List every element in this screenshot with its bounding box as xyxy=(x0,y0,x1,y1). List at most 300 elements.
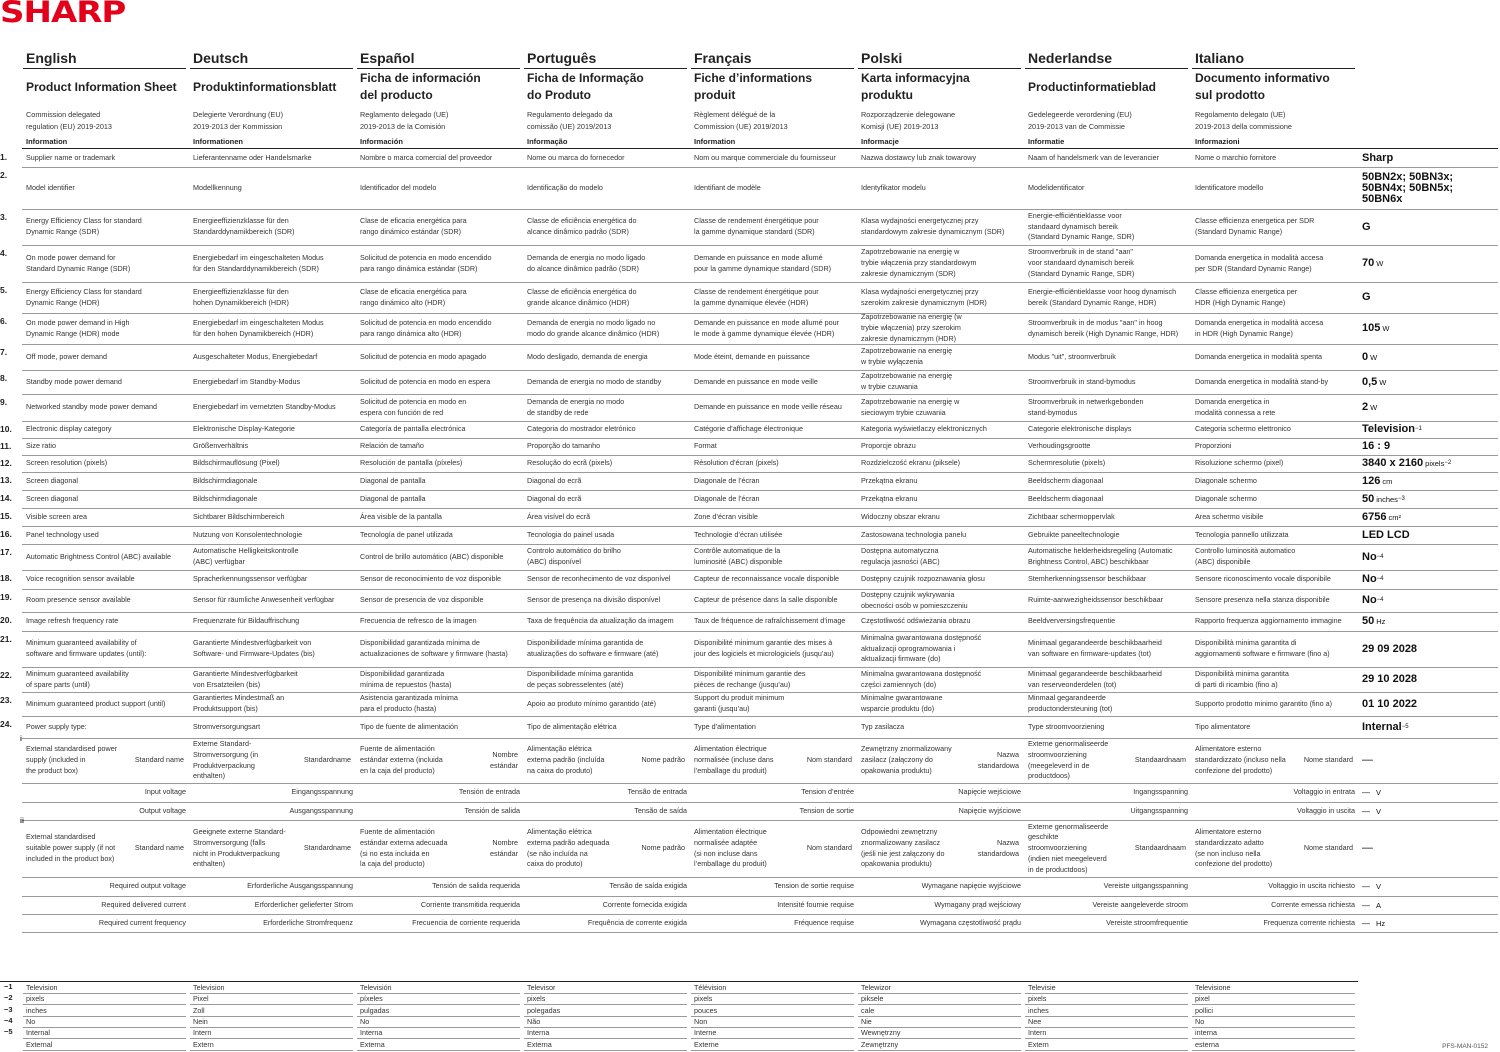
footnote-text: pixels xyxy=(1028,994,1047,1004)
row-label: Nome o marchio fornitore xyxy=(1195,152,1277,162)
row-label: Demande en puissance en mode veille xyxy=(694,376,818,386)
row-label: Identificador del modelo xyxy=(360,182,437,192)
row-divider xyxy=(1025,1050,1188,1051)
sharp-logo: SHARP xyxy=(0,0,126,30)
row-label: Garantiertes Mindestmaß an Produktsupport (bis) xyxy=(193,693,285,713)
standard-name-label: Standard name xyxy=(134,843,184,853)
row-number: 3. xyxy=(0,212,8,222)
information-heading: Information xyxy=(26,137,68,146)
psu-requirement-label: Vereiste uitgangsspanning xyxy=(1103,881,1188,891)
row-label: Demande en puissance en mode veille réseau xyxy=(694,402,842,412)
row-number: 5. xyxy=(0,285,8,295)
row-value: 29 10 2028 xyxy=(1362,673,1418,685)
language-heading: Italiano xyxy=(1195,50,1245,66)
row-label: Screen resolution (pixels) xyxy=(26,458,108,468)
psu-description: Odpowiedni zewnętrzny znormalizowany zasilacz (jeśli nie jest załączony do opakowania produktu) xyxy=(861,826,945,869)
row-label: Częstotliwość odświeżania obrazu xyxy=(861,616,971,626)
row-label: Sensor für räumliche Anwesenheit verfügbar xyxy=(193,595,335,605)
row-label: Tecnologia do painel usada xyxy=(527,529,615,539)
psu-description: Externe genormaliseerde stroomvoorziening (meegeleverd in de productdoos) xyxy=(1028,738,1109,781)
row-label: Área visible de la pantalla xyxy=(360,511,442,521)
row-label: Clase de eficacia energética para rango dinámico estándar (SDR) xyxy=(360,216,467,236)
row-divider xyxy=(691,1016,854,1017)
value-unit: A xyxy=(1376,900,1382,910)
row-number: 18. xyxy=(0,573,12,583)
psu-requirement-label: Napięcie wyjściowe xyxy=(958,805,1021,815)
sheet-title: Fiche d’informations produit xyxy=(694,71,813,102)
standard-name-label: Nazwa standardowa xyxy=(977,749,1019,770)
row-value: 3840 x 2160 pixels −2 xyxy=(1362,457,1452,469)
row-label: Nome ou marca do fornecedor xyxy=(527,152,625,162)
footnote-text: Interne xyxy=(694,1028,717,1038)
row-divider xyxy=(357,1016,520,1017)
row-number: 19. xyxy=(0,592,12,602)
regulation-reference: Commission delegated regulation (EU) 2019-2013 xyxy=(26,110,112,131)
row-number: 4. xyxy=(0,248,8,258)
psu-requirement-label: Corrente emessa richiesta xyxy=(1271,899,1355,909)
row-divider xyxy=(190,1016,353,1017)
row-label: Bildschirmdiagonale xyxy=(193,475,258,485)
row-label: Demanda de energia no modo de standby de rede xyxy=(527,396,625,417)
psu-description: Alimentation électrique normalisée (incluse dans l’emballage du produit) xyxy=(694,744,774,775)
row-label: Classe de rendement énergétique pour la gamme dynamique standard (SDR) xyxy=(694,216,819,236)
row-label: Demanda de energia no modo ligado no modo do grande alcance dinâmico (HDR) xyxy=(527,317,660,338)
value-unit: V xyxy=(1376,788,1382,797)
psu-requirement-label: Frequenza corrente richiesta xyxy=(1263,917,1355,927)
value-unit: W xyxy=(1379,377,1387,387)
row-value: No −4 xyxy=(1362,594,1384,606)
standard-name-label: Standardname xyxy=(303,843,351,853)
row-label: Energiebedarf im eingeschalteten Modus für den hohen Dynamikbereich (HDR) xyxy=(193,317,324,338)
row-label: Dostępny czujnik wykrywania obecności osób w pomieszczeniu xyxy=(861,589,968,610)
psu-requirement-label: Wymagana częstotliwość prądu xyxy=(919,917,1021,927)
psu-requirement-label: Tensión de salida requerida xyxy=(432,881,520,891)
footnote-text: Televisie xyxy=(1028,983,1056,992)
row-label: Garantierte Mindestverfügbarkeit von Software- und Firmware-Updates (bis) xyxy=(193,638,315,658)
psu-requirement-value: — V xyxy=(1362,788,1382,797)
row-divider xyxy=(1192,993,1355,994)
footnote-text: Television xyxy=(193,983,225,992)
psu-requirement-label: Intensité fournie requise xyxy=(777,899,854,909)
footnote-text: pixel xyxy=(1195,994,1210,1004)
footnote-text: inches xyxy=(1028,1005,1049,1015)
row-label: Gebruikte paneeltechnologie xyxy=(1028,529,1120,539)
row-divider xyxy=(22,932,1498,933)
value-unit: V xyxy=(1376,882,1382,891)
row-label: Model identifier xyxy=(26,182,75,192)
row-value: 29 09 2028 xyxy=(1362,642,1418,655)
footnote-text: Telewizor xyxy=(861,983,891,992)
row-value: 01 10 2022 xyxy=(1362,697,1418,710)
standard-name-label: Nome standard xyxy=(1303,843,1353,853)
footnote-text: Wewnętrzny xyxy=(861,1028,901,1038)
row-label: Typ zasilacza xyxy=(861,721,905,731)
psu-requirement-label: Tension d’entrée xyxy=(801,787,854,797)
information-heading: Informazioni xyxy=(1195,137,1240,146)
psu-requirement-label: Ingangsspanning xyxy=(1133,787,1188,797)
footnote-text: Nie xyxy=(861,1016,872,1026)
row-label: Kategoria wyświetlaczy elektronicznych xyxy=(861,424,987,434)
regulation-reference: Gedelegeerde verordening (EU) 2019-2013 van de Commissie xyxy=(1028,110,1132,131)
footnote-text: cale xyxy=(861,1005,875,1015)
document-id: PFS-MAN-0152 xyxy=(1442,1043,1488,1050)
regulation-reference: Regolamento delegato (UE) 2019-2013 della commissione xyxy=(1195,110,1292,131)
footnote-ref: −4 xyxy=(1376,553,1384,560)
psu-requirement-label: Voltaggio in entrata xyxy=(1293,787,1355,797)
row-label: Tecnologia pannello utilizzata xyxy=(1195,529,1289,539)
row-label: Nombre o marca comercial del proveedor xyxy=(360,152,493,162)
standard-name-label: Standard name xyxy=(134,755,184,765)
information-heading: Informação xyxy=(527,137,568,146)
row-label: Relación de tamaño xyxy=(360,441,424,451)
psu-description: Alimentatore esterno standardizzato (incluso nella confezione del prodotto) xyxy=(1195,744,1286,775)
row-value: 105 W xyxy=(1362,322,1390,334)
row-divider xyxy=(1192,68,1355,69)
value-unit: Hz xyxy=(1376,617,1386,626)
row-number: 20. xyxy=(0,615,12,625)
row-label: Capteur de reconnaissance vocale disponible xyxy=(694,574,840,584)
row-label: Technologie d’écran utilisée xyxy=(694,529,783,539)
row-label: Rozdzielczość ekranu (piksele) xyxy=(861,458,961,468)
row-label: Modelidentificator xyxy=(1028,182,1085,192)
footnote-text: Internal xyxy=(26,1028,50,1038)
row-label: Taxa de frequência da atualização da imagem xyxy=(527,616,674,626)
psu-requirement-label: Output voltage xyxy=(139,805,186,815)
row-label: Controlo automático do brilho (ABC) disponível xyxy=(527,546,621,566)
psu-requirement-label: Corriente transmitida requerida xyxy=(420,899,520,909)
row-label: Elektronische Display-Kategorie xyxy=(193,424,295,434)
row-number: 6. xyxy=(0,316,8,326)
row-label: Diagonale de l’écran xyxy=(694,493,760,503)
row-label: Screen diagonal xyxy=(26,475,78,485)
footnote-text: Non xyxy=(694,1016,708,1026)
row-label: Catégorie d’affichage électronique xyxy=(694,424,803,434)
row-label: Visible screen area xyxy=(26,511,87,521)
psu-requirement-label: Eingangsspannung xyxy=(291,787,353,797)
psu-marker: ii xyxy=(20,818,24,825)
row-number: 24. xyxy=(0,719,12,729)
row-label: Größenverhältnis xyxy=(193,441,249,451)
row-label: Categoría de pantalla electrónica xyxy=(360,424,466,434)
row-label: Clase de eficacia energética para rango dinámico alto (HDR) xyxy=(360,286,467,307)
psu-requirement-label: Tensión de entrada xyxy=(458,787,520,797)
row-label: Tipo alimentatore xyxy=(1195,721,1251,731)
psu-requirement-label: Napięcie wejściowe xyxy=(958,787,1021,797)
row-label: Klasa wydajności energetycznej przy szerokim zakresie dynamicznym (HDR) xyxy=(861,286,987,307)
row-label: Solicitud de potencia en modo en espera con función de red xyxy=(360,396,467,417)
row-label: Domanda energetica in modalità accesa in HDR (High Dynamic Range) xyxy=(1195,317,1324,338)
row-label: Zone d’écran visible xyxy=(694,511,758,521)
row-number: 14. xyxy=(0,493,12,503)
row-divider xyxy=(1025,993,1188,994)
row-label: Image refresh frequency rate xyxy=(26,616,119,626)
row-value: 2 W xyxy=(1362,401,1378,413)
psu-requirement-label: Frequência de corrente exigida xyxy=(587,917,687,927)
information-heading: Información xyxy=(360,137,403,146)
row-label: Widoczny obszar ekranu xyxy=(861,511,940,521)
footnote-text: Interna xyxy=(360,1028,383,1038)
row-label: Domanda energetica in modalità spenta xyxy=(1195,351,1323,361)
row-value: Sharp xyxy=(1362,151,1394,164)
regulation-reference: Regulamento delegado da comissão (UE) 2019/2013 xyxy=(527,110,613,131)
row-label: Proporção do tamanho xyxy=(527,441,601,451)
row-label: Minimum guaranteed availability of spare parts (until) xyxy=(26,668,129,689)
row-label: Classe de eficiência energética do alcance dinâmico padrão (SDR) xyxy=(527,216,637,236)
row-label: Disponibilidade mínima garantida de peças sobresselentes (até) xyxy=(527,668,634,689)
row-label: Identyfikator modelu xyxy=(861,182,926,192)
row-label: Categorie elektronische displays xyxy=(1028,424,1132,434)
row-value: 16 : 9 xyxy=(1362,440,1391,452)
row-divider xyxy=(691,993,854,994)
row-divider xyxy=(190,1027,353,1028)
row-label: Przekątna ekranu xyxy=(861,475,918,485)
psu-standard-value: — xyxy=(1362,754,1373,766)
row-label: Solicitud de potencia en modo en espera xyxy=(360,376,491,386)
sheet-title: Produktinformationsblatt xyxy=(193,80,337,94)
footnote-number: −2 xyxy=(4,993,13,1003)
row-label: Categoria do mostrador eletrónico xyxy=(527,424,636,434)
row-divider xyxy=(190,1038,353,1039)
row-divider xyxy=(691,68,854,69)
footnote-text: pixels xyxy=(694,994,713,1004)
row-label: Resolução do ecrã (pixels) xyxy=(527,458,613,468)
value-unit: Hz xyxy=(1376,918,1386,928)
sheet-title: Productinformatieblad xyxy=(1028,80,1157,94)
footnote-number: −4 xyxy=(4,1015,13,1025)
information-heading: Informationen xyxy=(193,137,243,146)
information-heading: Information xyxy=(694,137,736,146)
row-label: Disponibilità minima garantita di aggiornamenti software e firmware (fino a) xyxy=(1195,638,1330,658)
footnote-text: Televisione xyxy=(1195,983,1231,992)
footnote-text: piksele xyxy=(861,994,884,1004)
footnote-text: píxeles xyxy=(360,994,383,1004)
row-label: Panel technology used xyxy=(26,529,99,539)
psu-requirement-label: Required delivered current xyxy=(101,899,186,909)
language-heading: Polski xyxy=(861,50,903,66)
row-divider xyxy=(1025,1038,1188,1039)
row-label: Minimaal gegarandeerde beschikbaarheid van software en firmware-updates (tot) xyxy=(1028,638,1162,658)
row-label: Domanda energetica in modalità connessa a rete xyxy=(1195,396,1276,417)
row-label: Area schermo visibile xyxy=(1195,511,1264,521)
value-unit: W xyxy=(1376,259,1384,268)
row-label: Tipo de alimentação elétrica xyxy=(527,721,617,731)
row-label: On mode power demand in High Dynamic Range (HDR) mode xyxy=(26,317,130,338)
row-label: Electronic display category xyxy=(26,424,112,434)
row-number: 1. xyxy=(0,152,8,162)
footnote-ref: −3 xyxy=(1397,495,1405,502)
language-heading: Español xyxy=(360,50,415,66)
footnote-text: Intern xyxy=(193,1028,212,1038)
row-label: Naam of handelsmerk van de leverancier xyxy=(1028,152,1160,162)
footnote-text: Nein xyxy=(193,1016,208,1026)
row-label: Dostępny czujnik rozpoznawania głosu xyxy=(861,574,985,584)
psu-requirement-label: Vereiste stroomfrequentie xyxy=(1106,917,1188,927)
row-label: Minmaal gegarandeerde productondersteuning (tot) xyxy=(1028,693,1113,713)
footnote-text: pixels xyxy=(527,994,546,1004)
row-label: Dostępna automatyczna regulacja jasności (ABC) xyxy=(861,546,940,566)
footnote-text: Não xyxy=(527,1016,541,1026)
row-divider xyxy=(23,1016,186,1017)
footnote-ref: −1 xyxy=(1414,426,1422,432)
row-value: 50 inches −3 xyxy=(1362,492,1405,505)
row-value: 50BN2x; 50BN3x; 50BN4x; 50BN5x; 50BN6x xyxy=(1362,170,1454,205)
row-label: Taux de fréquence de rafraîchissement d’image xyxy=(694,616,846,626)
footnote-text: Nee xyxy=(1028,1016,1042,1026)
footnote-text: Televisor xyxy=(527,983,556,992)
psu-description: External standardised power supply (included in the product box) xyxy=(26,744,118,775)
row-label: Sensore riconoscimento vocale disponibile xyxy=(1195,574,1331,584)
row-divider xyxy=(524,1050,687,1051)
psu-requirement-label: Tensão de entrada xyxy=(627,787,687,797)
row-label: Diagonal de pantalla xyxy=(360,493,426,503)
row-label: Disponibilidad garantizada mínima de repuestos (hasta) xyxy=(360,668,452,689)
psu-description: Alimentatore esterno standardizzato adatto (se non incluso nella confezione del prodotto) xyxy=(1195,826,1273,869)
sheet-title: Documento informativo sul prodotto xyxy=(1195,71,1330,102)
row-divider xyxy=(23,1004,186,1005)
row-label: Screen diagonal xyxy=(26,493,78,503)
row-label: Proporzioni xyxy=(1195,441,1232,451)
row-label: Minimalna gwarantowana dostępność części zamiennych (do) xyxy=(861,668,982,689)
psu-requirement-label: Wymagane napięcie wyjściowe xyxy=(921,881,1021,891)
row-label: Modo desligado, demanda de energia xyxy=(527,351,648,361)
psu-requirement-label: Corrente fornecida exigida xyxy=(602,899,687,909)
psu-description: Geeignete externe Standard- Stromversorgung (falls nicht in Produktverpackung enthalten) xyxy=(193,826,286,869)
psu-requirement-value: — A xyxy=(1362,900,1382,910)
row-label: Solicitud de potencia en modo apagado xyxy=(360,351,487,361)
row-number: 22. xyxy=(0,670,12,680)
language-heading: Français xyxy=(694,50,752,66)
psu-description: Alimentação elétrica externa padrão (incluída na caixa do produto) xyxy=(527,744,605,775)
psu-requirement-value: — Hz xyxy=(1362,918,1386,928)
row-label: Frequenzrate für Bildauffrischung xyxy=(193,616,300,626)
footnote-number: −3 xyxy=(4,1004,13,1014)
row-value: LED LCD xyxy=(1362,528,1410,541)
row-divider xyxy=(23,1050,186,1051)
row-label: Stroomverbruik in stand-bymodus xyxy=(1028,376,1136,386)
row-label: Demande en puissance en mode allumé pour la gamme dynamique standard (SDR) xyxy=(694,252,832,273)
row-divider xyxy=(357,68,520,69)
row-label: Classe de eficiência energética do grande alcance dinâmico (HDR) xyxy=(527,286,637,307)
row-divider xyxy=(858,1016,1021,1017)
row-label: Résolution d’écran (pixels) xyxy=(694,458,779,468)
row-label: Disponibilidade mínima garantida de atualizações do software e firmware (até) xyxy=(527,638,659,658)
row-label: Voice recognition sensor available xyxy=(26,574,135,584)
sheet-title: Ficha de Informação do Produto xyxy=(527,71,644,102)
row-label: Zichtbaar schermoppervlak xyxy=(1028,511,1115,521)
row-label: Diagonal do ecrã xyxy=(527,493,582,503)
row-label: Energiebedarf im vernetzten Standby-Modus xyxy=(193,402,336,412)
row-label: Tecnología de panel utilizada xyxy=(360,529,453,539)
row-number: 11. xyxy=(0,441,12,451)
row-label: Disponibilité minimum garantie des pièces de rechange (jusqu’au) xyxy=(694,668,806,689)
row-label: Sensor de reconhecimento de voz disponível xyxy=(527,574,671,584)
standard-name-label: Nombre estándar xyxy=(490,749,518,770)
language-heading: Nederlandse xyxy=(1028,50,1113,66)
footnote-text: Externa xyxy=(360,1039,385,1049)
row-value: Internal −5 xyxy=(1362,720,1409,733)
footnote-number: −1 xyxy=(4,982,13,991)
row-label: Energieeffizienzklasse für den hohen Dynamikbereich (HDR) xyxy=(193,286,289,307)
row-divider xyxy=(357,1050,520,1051)
psu-description: Fuente de alimentación estándar externa adecuada (si no esta incluida en la caja del producto) xyxy=(360,826,448,869)
row-label: Risoluzione schermo (pixel) xyxy=(1195,458,1284,468)
row-label: Energiebedarf im Standby-Modus xyxy=(193,376,301,386)
row-label: Type d’alimentation xyxy=(694,721,756,731)
row-label: Garantierte Mindestverfügbarkeit von Ersatzteilen (bis) xyxy=(193,668,298,689)
row-label: Apoio ao produto mínimo garantido (até) xyxy=(527,698,657,708)
language-heading: Deutsch xyxy=(193,50,249,66)
row-label: Supporto prodotto minimo garantito (fino a) xyxy=(1195,698,1333,708)
row-divider xyxy=(23,68,186,69)
row-label: Automatische helderheidsregeling (Automatic Brightness Control, ABC) beschikbaar xyxy=(1028,546,1173,566)
standard-name-label: Nom standard xyxy=(806,843,852,853)
row-label: Frecuencia de refresco de la imagen xyxy=(360,616,477,626)
row-divider xyxy=(1025,1027,1188,1028)
footnote-text: Externa xyxy=(527,1039,552,1049)
row-label: Minimum guaranteed availability of software and firmware updates (until): xyxy=(26,638,147,658)
regulation-reference: Rozporządzenie delegowane Komisji (UE) 2019-2013 xyxy=(861,110,956,131)
standard-name-label: Nome padrão xyxy=(641,755,685,765)
row-value: 0,5 W xyxy=(1362,375,1387,388)
row-number: 10. xyxy=(0,424,12,434)
footnote-text: Extern xyxy=(1028,1039,1049,1049)
row-divider xyxy=(524,1016,687,1017)
row-divider xyxy=(1192,1016,1355,1017)
row-label: Diagonale de l’écran xyxy=(694,475,760,485)
row-label: Área visível do ecrã xyxy=(527,511,591,521)
row-divider xyxy=(1025,1016,1188,1017)
footnote-text: No xyxy=(1195,1016,1205,1026)
row-label: Modellkennung xyxy=(193,182,242,192)
information-heading: Informatie xyxy=(1028,137,1065,146)
row-value: No −4 xyxy=(1362,550,1384,563)
row-label: Support du produit minimum garanti (jusqu’au) xyxy=(694,693,785,713)
footnote-text: pulgadas xyxy=(360,1005,390,1015)
row-label: Demande en puissance en mode allumé pour le mode à gamme dynamique élevée (HDR) xyxy=(694,317,840,338)
value-unit: cm² xyxy=(1388,512,1401,522)
footnote-ref: −4 xyxy=(1376,576,1384,582)
row-label: Ausgeschalteter Modus, Energiebedarf xyxy=(193,351,318,361)
row-label: Modus "uit", stroomverbruik xyxy=(1028,351,1116,361)
row-label: Power supply type: xyxy=(26,721,87,731)
row-label: Nutzung von Konsolentechnologie xyxy=(193,529,303,539)
language-heading: English xyxy=(26,50,77,66)
row-value: 6756 cm² xyxy=(1362,510,1401,523)
footnote-text: Televisión xyxy=(360,983,392,992)
regulation-reference: Reglamento delegado (UE) 2019-2013 de la Comisión xyxy=(360,110,449,131)
psu-requirement-label: Ausgangsspannung xyxy=(289,805,353,815)
row-label: Supplier name or trademark xyxy=(26,152,116,162)
row-label: Off mode, power demand xyxy=(26,351,107,361)
footnote-text: pouces xyxy=(694,1005,718,1015)
row-label: Minimalna gwarantowana dostępność aktualizacji oprogramowania i aktualizacji firmware (do) xyxy=(861,632,982,664)
footnote-ref: −2 xyxy=(1444,460,1452,466)
row-divider xyxy=(858,68,1021,69)
row-label: Stemherkenningssensor beschikbaar xyxy=(1028,574,1147,584)
footnote-text: Télévision xyxy=(694,983,727,992)
footnote-text: pollici xyxy=(1195,1005,1213,1015)
psu-requirement-value: — V xyxy=(1362,882,1382,891)
psu-requirement-label: Fréquence requise xyxy=(794,917,854,927)
footnote-text: External xyxy=(26,1039,53,1049)
psu-requirement-label: Input voltage xyxy=(144,787,186,797)
footnote-text: polegadas xyxy=(527,1005,561,1015)
row-divider xyxy=(1025,68,1188,69)
row-divider xyxy=(190,1050,353,1051)
psu-requirement-label: Uitgangsspanning xyxy=(1130,805,1188,815)
row-label: Sensor de presença na divisão disponível xyxy=(527,595,661,605)
row-label: Zapotrzebowanie na energię w sieciowym trybie czuwania xyxy=(861,396,960,417)
